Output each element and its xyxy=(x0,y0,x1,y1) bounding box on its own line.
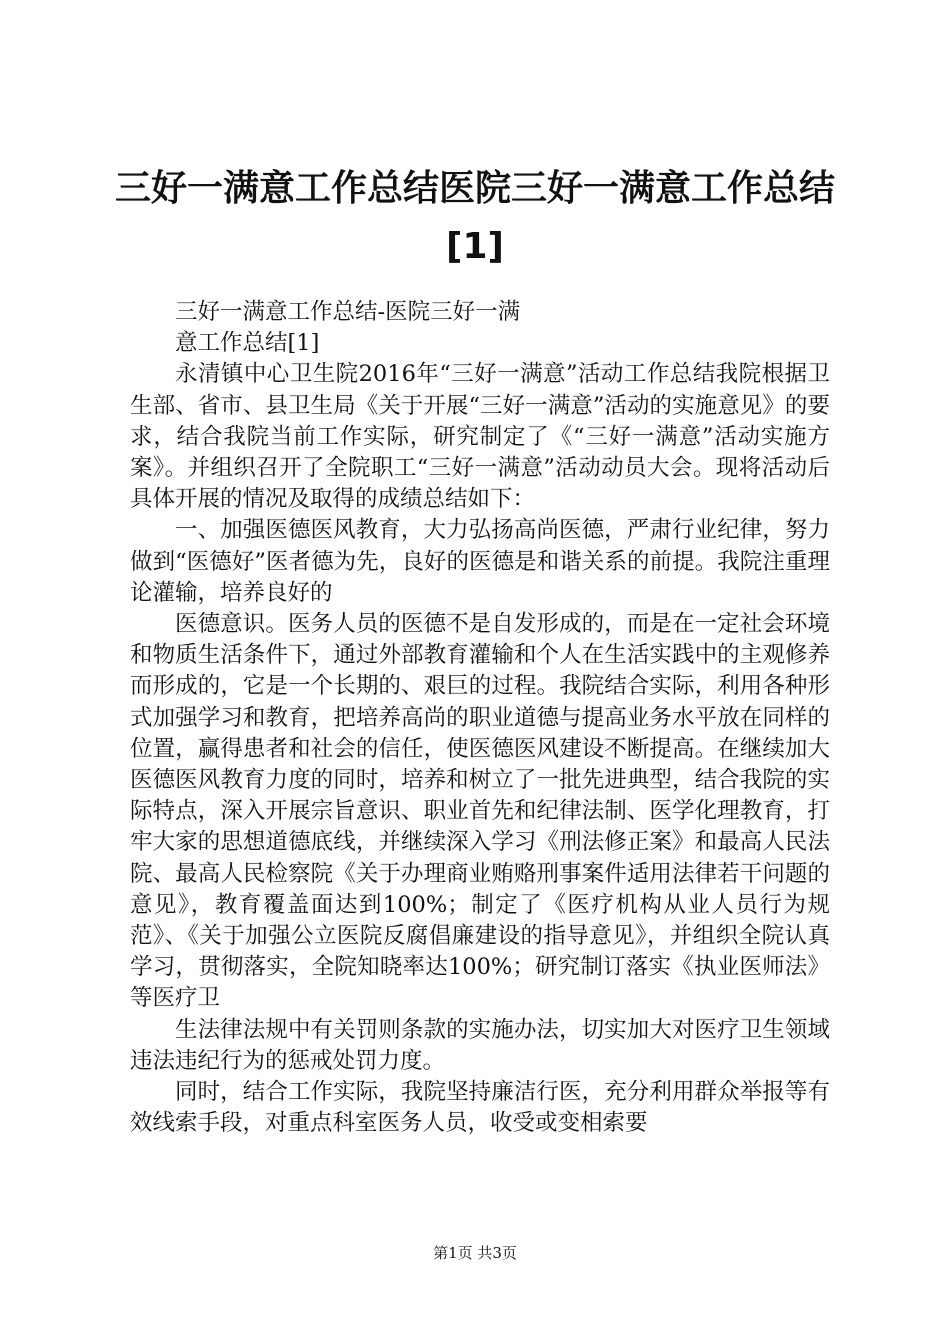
title-line-2: [1] xyxy=(446,226,504,267)
document-body xyxy=(130,297,830,1139)
title-line-1: 三好一满意工作总结医院三好一满意工作总结 xyxy=(114,168,835,209)
paragraph-1: 三好一满意工作总结-医院三好一满 xyxy=(175,299,521,325)
document-title xyxy=(100,160,850,276)
page-footer: 第1页 共3页 xyxy=(433,1244,517,1262)
paragraph-7: 同时，结合工作实际，我院坚持廉洁行医，充分利用群众举报等有效线索手段，对重点科室医务人员，收受或变相索要 xyxy=(130,1079,830,1137)
paragraph-2: 意工作总结[1] xyxy=(175,330,320,357)
paragraph-4: 一、加强医德医风教育，大力弘扬高尚医德，严肃行业纪律，努力做到“医德好”医者德为先，良好的医德是和谐关系的前提。我院注重理论灌输，培养良好的 xyxy=(130,517,830,606)
paragraph-3: 永清镇中心卫生院2016年“三好一满意”活动工作总结我院根据卫生部、省市、县卫生局《关于开展“三好一满意”活动的实施意见》的要求，结合我院当前工作实际，研究制定了《“三好一满意”活动实施方案》。并组织召开了全院职工“三好一满意”活动动员大会。现将活动后具体开展的情况及取得的成绩总结如下： xyxy=(130,361,830,513)
paragraph-6: 生法律法规中有关罚则条款的实施办法，切实加大对医疗卫生领域违法违纪行为的惩戒处罚力度。 xyxy=(130,1016,830,1074)
paragraph-5: 医德意识。医务人员的医德不是自发形成的，而是在一定社会环境和物质生活条件下，通过外部教育灌输和个人在生活实践中的主观修养而形成的，它是一个长期的、艰巨的过程。我院结合实际，利用各种形式加强学习和教育，把培养高尚的职业道德与提高业务水平放在同样的位置，赢得患者和社会的信任，使医德医风建设不断提高。在继续加大医德医风教育力度的同时，培养和树立了一批先进典型，结合我院的实际特点，深入开展宗旨意识、职业首先和纪律法制、医学化理教育，打牢大家的思想道德底线，并继续深入学习《刑法修正案》和最高人民法院、最高人民检察院《关于办理商业贿赂刑事案件适用法律若干问题的意见》，教育覆盖面达到100%；制定了《医疗机构从业人员行为规范》、《关于加强公立医院反腐倡廉建设的指导意见》，并组织全院认真学习，贯彻落实，全院知晓率达100%；研究制订落实《执业医师法》等医疗卫 xyxy=(130,611,830,1012)
